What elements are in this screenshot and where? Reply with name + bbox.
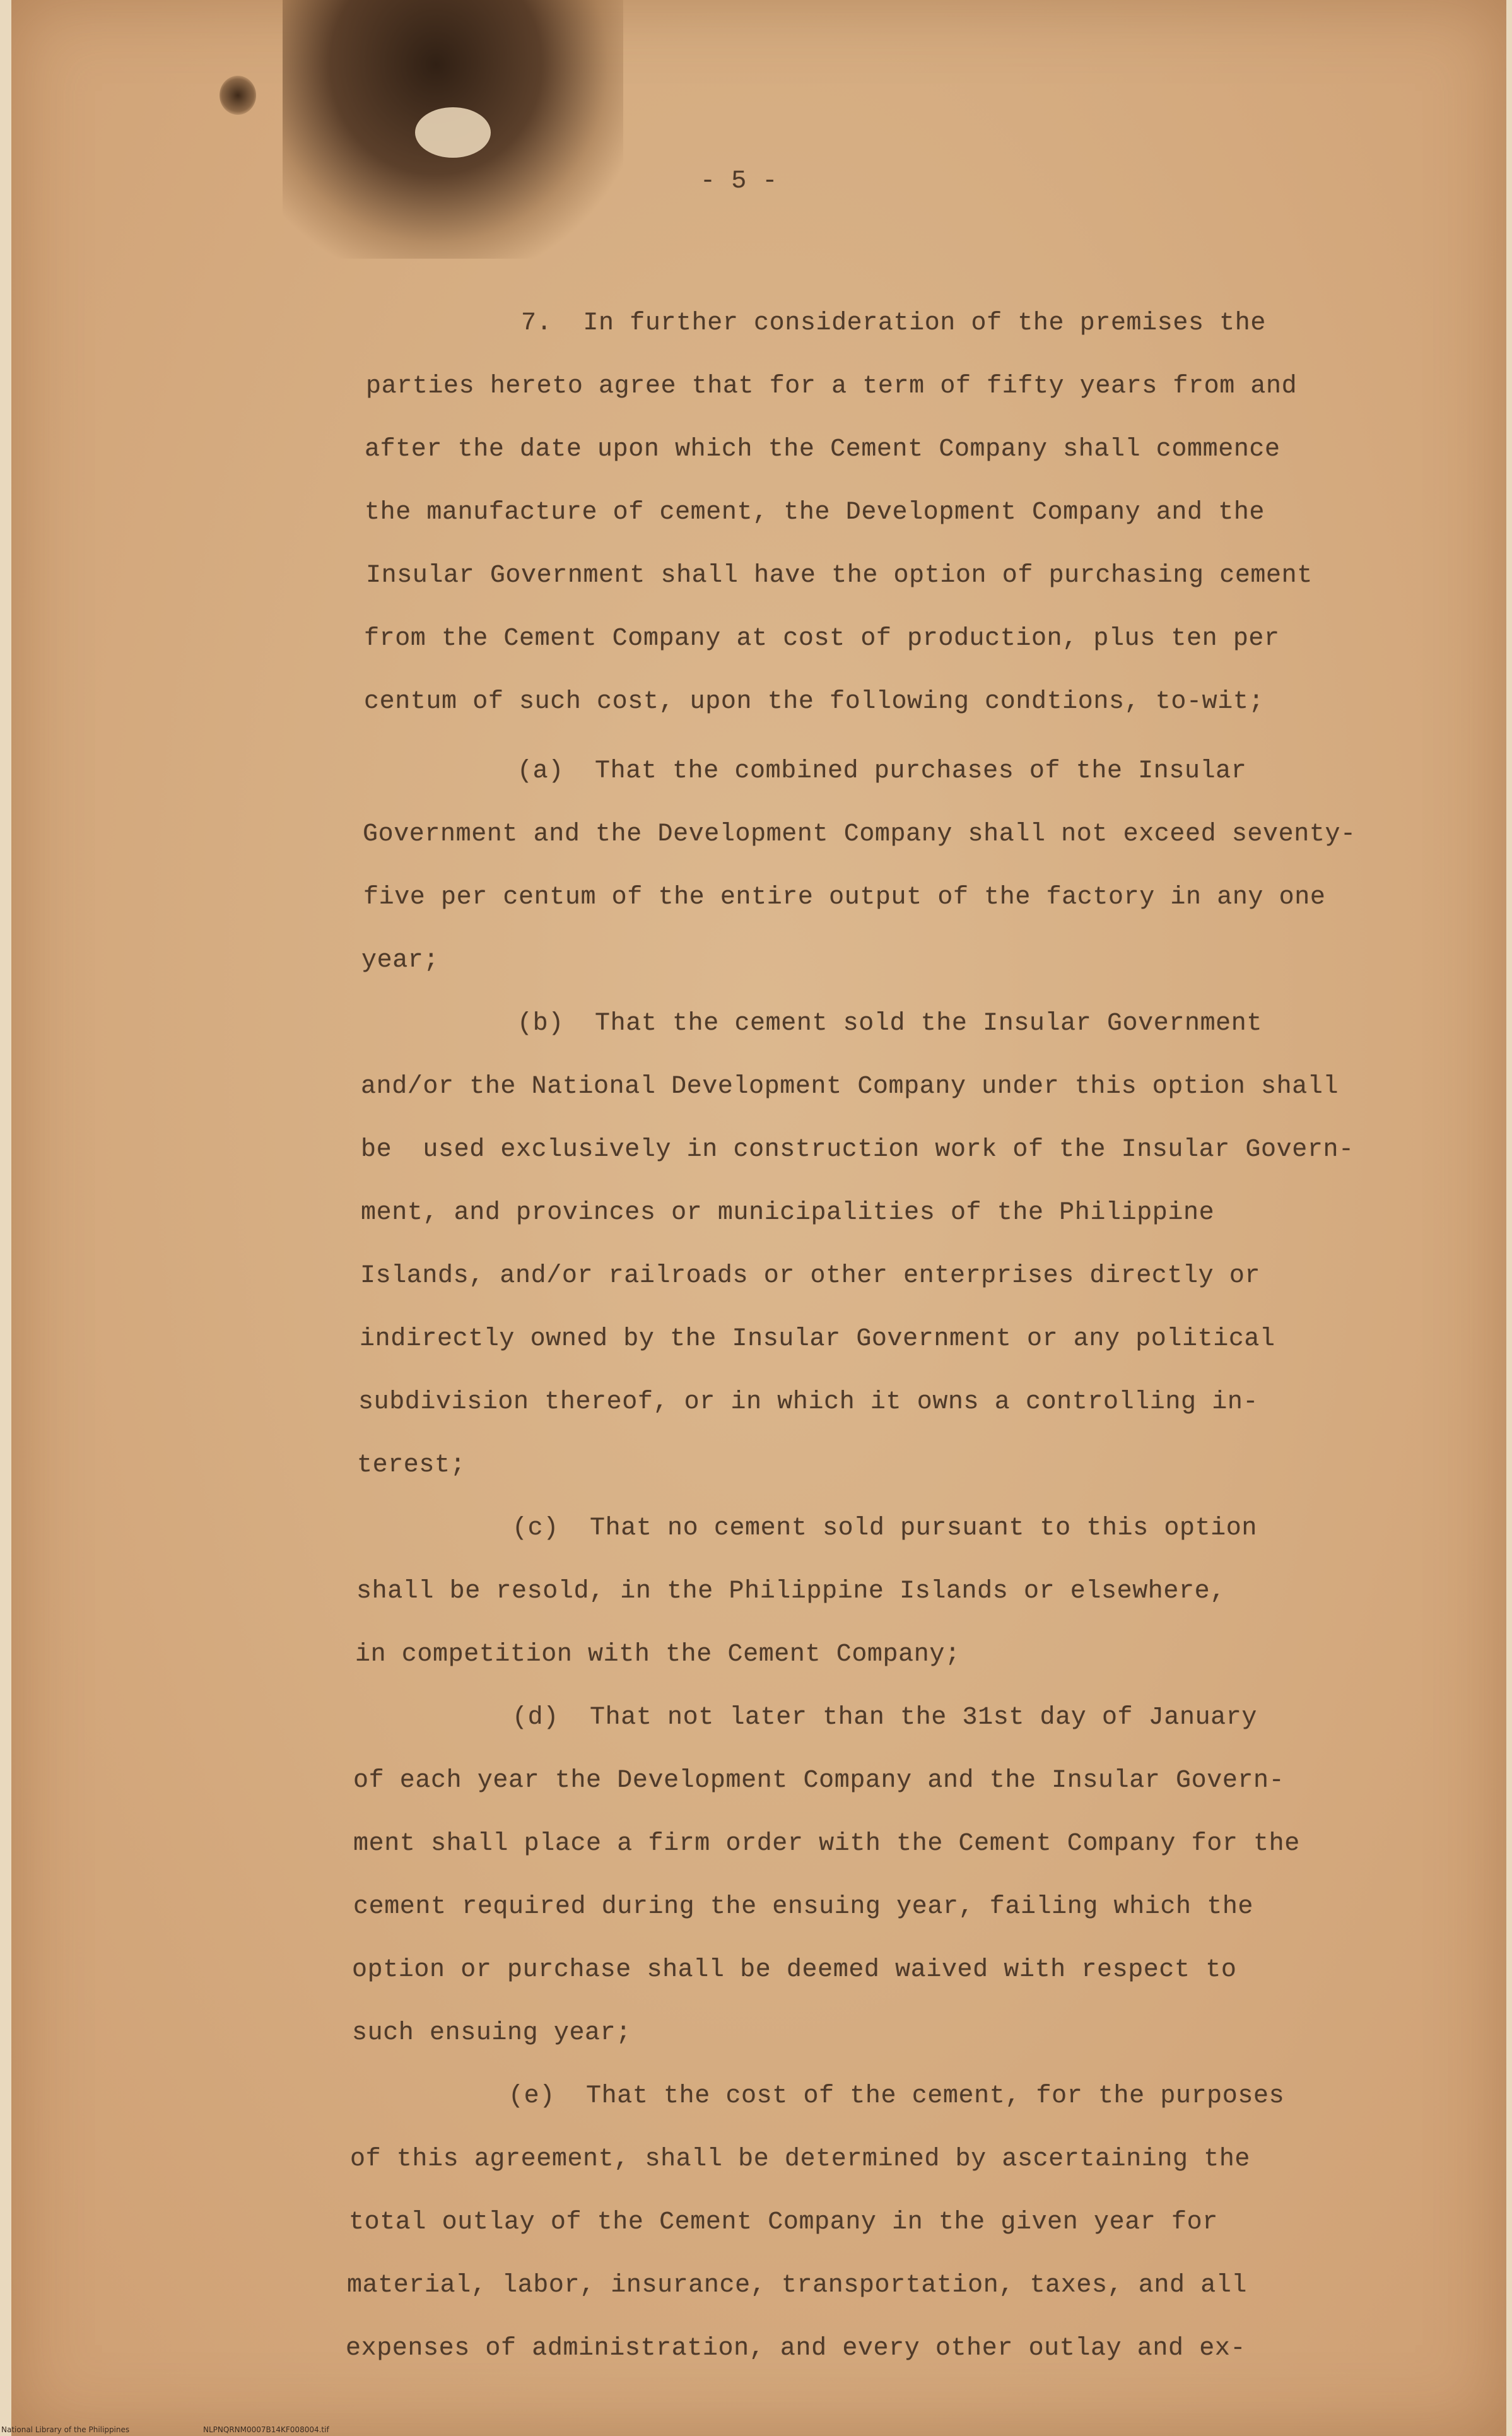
text-line: cement required during the ensuing year, failing which the: [353, 1893, 1254, 1921]
text-line: indirectly owned by the Insular Government or any political: [360, 1325, 1275, 1353]
text-line: expenses of administration, and every other outlay and ex-: [346, 2334, 1246, 2363]
text-line: option or purchase shall be deemed waived with respect to: [352, 1956, 1237, 1984]
stain-spot: [220, 76, 256, 115]
text-line: such ensuing year;: [352, 2019, 631, 2047]
text-line: centum of such cost, upon the following condtions, to-wit;: [364, 688, 1265, 716]
text-line: (d) That not later than the 31st day of January: [512, 1703, 1257, 1732]
burn-hole: [415, 107, 491, 158]
text-line: of each year the Development Company and the Insular Govern-: [353, 1767, 1285, 1795]
footer-library-name: National Library of the Philippines: [1, 2425, 130, 2434]
text-line: total outlay of the Cement Company in the given year for: [349, 2208, 1218, 2237]
text-line: from the Cement Company at cost of production, plus ten per: [364, 625, 1280, 653]
text-line: (b) That the cement sold the Insular Government: [517, 1009, 1262, 1038]
text-line: ment shall place a firm order with the Cement Company for the: [353, 1830, 1300, 1858]
text-line: after the date upon which the Cement Company shall commence: [365, 435, 1281, 464]
text-line: (a) That the combined purchases of the Insular: [517, 757, 1247, 786]
text-line: 7. In further consideration of the premises the: [521, 309, 1266, 338]
text-line: of this agreement, shall be determined by ascertaining the: [350, 2145, 1251, 2174]
text-line: material, labor, insurance, transportation, taxes, and all: [347, 2271, 1248, 2300]
text-line: five per centum of the entire output of the factory in any one: [363, 883, 1326, 912]
text-line: be used exclusively in construction work of the Insular Govern-: [361, 1136, 1354, 1164]
text-line: Government and the Development Company shall not exceed seventy-: [363, 820, 1356, 849]
footer-file-name: NLPNQRNM0007B14KF008004.tif: [203, 2425, 329, 2434]
text-line: parties hereto agree that for a term of fifty years from and: [366, 372, 1298, 401]
text-line: in competition with the Cement Company;: [355, 1640, 961, 1669]
text-line: the manufacture of cement, the Development Company and the: [365, 498, 1265, 527]
text-line: subdivision thereof, or in which it owns a controlling in-: [358, 1388, 1259, 1416]
text-line: shall be resold, in the Philippine Islands or elsewhere,: [356, 1577, 1226, 1606]
text-line: Islands, and/or railroads or other enterprises directly or: [360, 1262, 1261, 1290]
text-line: and/or the National Development Company under this option shall: [361, 1073, 1339, 1101]
text-line: year;: [361, 946, 440, 975]
text-line: (c) That no cement sold pursuant to this option: [512, 1514, 1257, 1543]
page-number: - 5 -: [700, 167, 778, 196]
text-line: (e) That the cost of the cement, for the purposes: [508, 2082, 1285, 2110]
text-line: ment, and provinces or municipalities of the Philippine: [361, 1199, 1215, 1227]
text-line: Insular Government shall have the option of purchasing cement: [366, 562, 1313, 590]
text-line: terest;: [357, 1451, 466, 1480]
